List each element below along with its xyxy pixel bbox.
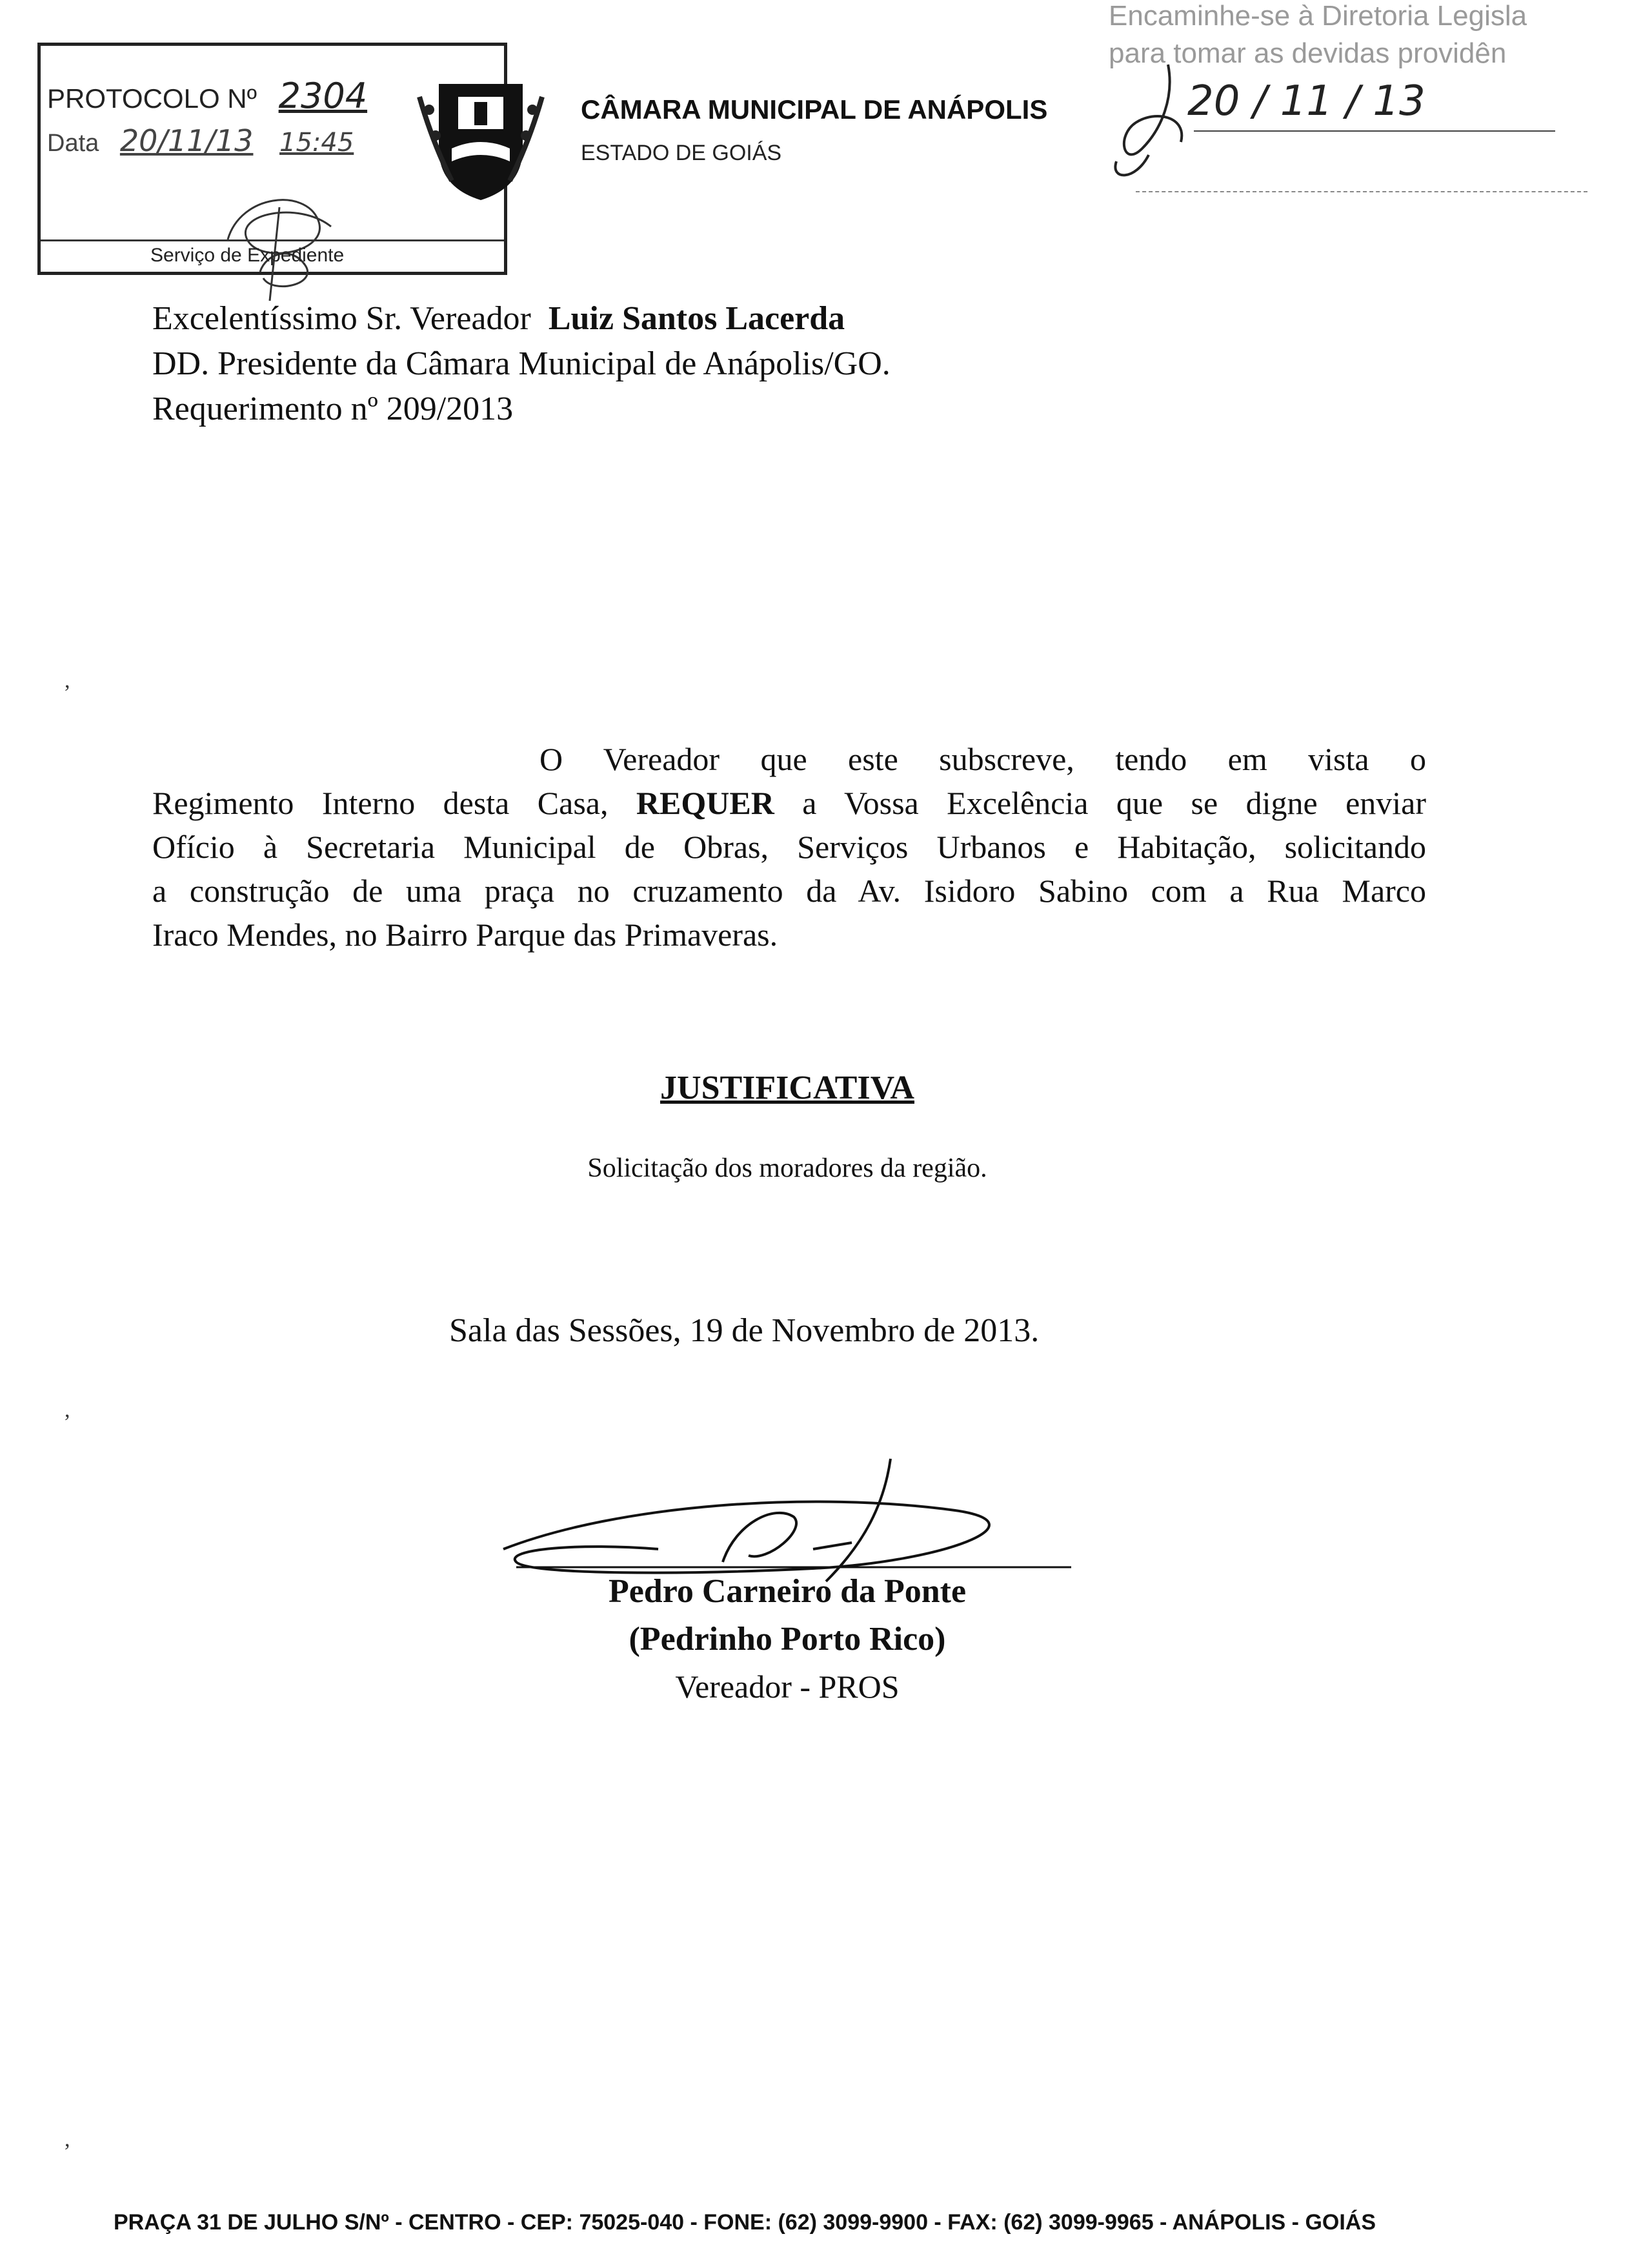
place-date: Sala das Sessões, 19 de Novembro de 2013. <box>449 1312 1040 1349</box>
margin-mark: , <box>65 2127 70 2151</box>
body-line-4: a construção de uma praça no cruzamento da Av. Isidoro Sabino com a Rua Marco <box>152 873 1426 909</box>
signer-nickname: (Pedrinho Porto Rico) <box>629 1621 946 1658</box>
margin-mark: , <box>65 669 70 693</box>
dispatch-note-line1: Encaminhe-se à Diretoria Legisla <box>1109 0 1527 32</box>
signer-name: Pedro Carneiro da Ponte <box>608 1573 967 1610</box>
stamp-footer-label: Serviço de Expediente <box>150 245 345 266</box>
stamp-signature-icon <box>202 181 370 304</box>
dispatch-note-line2: para tomar as devidas providên <box>1109 37 1507 69</box>
protocol-date-row <box>47 123 354 158</box>
protocol-number: 2304 <box>278 76 368 116</box>
justification-title: JUSTIFICATIVA <box>660 1070 914 1106</box>
dispatch-date: 20 / 11 / 13 <box>1187 77 1425 125</box>
body-line-2-after: a Vossa Excelência que se digne enviar <box>802 785 1426 821</box>
dispatch-signature-icon <box>1097 58 1200 187</box>
protocol-time-value: 15:45 <box>279 128 354 157</box>
protocol-row <box>47 76 367 116</box>
dispatch-dashed-line <box>1136 191 1587 192</box>
protocol-label: PROTOCOLO Nº <box>47 83 257 114</box>
addressee-name: Luiz Santos Lacerda <box>548 300 845 337</box>
body-line-2-before: Regimento Interno desta Casa, <box>152 785 609 821</box>
addressee-line <box>152 299 845 338</box>
addressee-role: DD. Presidente da Câmara Municipal de Anápolis/GO. <box>152 345 891 382</box>
body-line-5: Iraco Mendes, no Bairro Parque das Primaveras. <box>152 917 778 953</box>
request-number: Requerimento nº 209/2013 <box>152 391 514 427</box>
addressee-salutation: Excelentíssimo Sr. Vereador <box>152 300 531 337</box>
coat-of-arms-icon <box>413 71 549 207</box>
body-line-3: Ofício à Secretaria Municipal de Obras, Serviços Urbanos e Habitação, solicitando <box>152 829 1426 865</box>
footer-address: PRAÇA 31 DE JULHO S/Nº - CENTRO - CEP: 75025-040 - FONE: (62) 3099-9900 - FAX: (62) 3099-9965 - ANÁPOLIS - GOIÁS <box>114 2210 1376 2235</box>
dispatch-underline <box>1194 130 1555 132</box>
header-title: CÂMARA MUNICIPAL DE ANÁPOLIS <box>581 94 1048 125</box>
body-line-1: O Vereador que este subscreve, tendo em vista o <box>539 741 1426 777</box>
body-request-keyword: REQUER <box>636 785 774 821</box>
margin-mark: , <box>65 1398 70 1422</box>
body-line-2 <box>152 781 1426 825</box>
header-subtitle: ESTADO DE GOIÁS <box>581 141 782 165</box>
protocol-date-label: Data <box>47 130 99 157</box>
justification-text: Solicitação dos moradores da região. <box>587 1153 987 1183</box>
protocol-date-value: 20/11/13 <box>119 123 254 158</box>
stamp-divider <box>41 239 504 241</box>
signer-role: Vereador - PROS <box>675 1669 900 1705</box>
